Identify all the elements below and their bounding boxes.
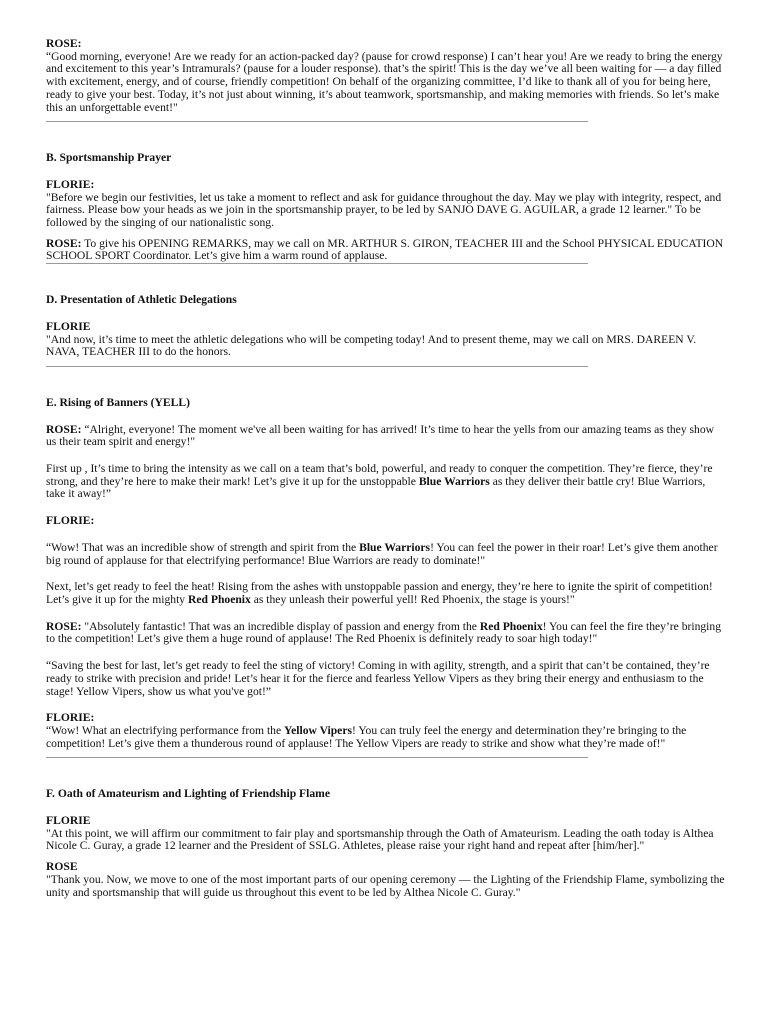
- script-paragraph: "Before we begin our festivities, let us take a moment to reflect and ask for guidance throughout the day. May we play with integrity, respect, and fairness. Please bow your heads as we join in the sportsmanship prayer, to be led by SANJO DAVE G. AGUILAR, a grade 12 learner." To be followed by the singing of our nationalistic song.: [46, 190, 722, 230]
- speaker-label: ROSE:: [46, 619, 82, 633]
- speaker-label: FLORIE: [46, 814, 91, 828]
- team-name: Red Phoenix: [188, 592, 251, 606]
- script-text: ! You can truly feel the energy and determination they’re bringing to the competition! Let’s give them a thunderous round of applause! The Yellow Vipers are ready to strike and show what they’re made of!": [46, 723, 687, 750]
- speaker-label: FLORIE: [46, 319, 91, 333]
- speaker-label: FLORIE:: [46, 177, 95, 191]
- script-paragraph: "At this point, we will affirm our commitment to fair play and sportsmanship through the Oath of Amateurism. Leading the oath today is Althea Nicole C. Guray, a grade 12 learner and the President of SSLG. Athletes, please raise your right hand and repeat after [him/her].": [46, 826, 714, 853]
- team-name: Blue Warriors: [418, 474, 490, 488]
- script-paragraph: [46, 463, 726, 501]
- speaker-label: FLORIE:: [46, 514, 95, 528]
- script-text: ! You can feel the fire they’re bringing to the competition! Let’s give them a huge round of applause! The Red Phoenix is definitely ready to soar high today!": [46, 619, 721, 646]
- script-paragraph: [46, 542, 726, 567]
- script-text: “Wow! That was an incredible show of strength and spirit from the: [46, 540, 360, 554]
- script-text: Next, let’s get ready to feel the heat! Rising from the ashes with unstoppable passion and energy, they’re here to ignite the spirit of competition! Let’s give it up for the mighty: [46, 580, 713, 606]
- speaker-label: ROSE:: [46, 37, 82, 50]
- script-text: as they deliver their battle cry! Blue Warriors, take it away!”: [46, 474, 706, 501]
- script-paragraph: “Saving the best for last, let’s get ready to feel the sting of victory! Coming in with agility, strength, and a spirit that can’t be contained, they’re ready to strike with precision and pride! Let’s hear it for the fierce and fearless Yellow Vipers as they bring their energy and enthusiasm to the stage! Yellow Vipers, show us what you've got!”: [46, 659, 710, 698]
- section-heading: F. Oath of Amateurism and Lighting of Friendship Flame: [46, 787, 330, 801]
- speaker-label: FLORIE:: [46, 711, 95, 725]
- section-heading: E. Rising of Banners (YELL): [46, 395, 190, 409]
- script-text: To give his OPENING REMARKS, may we call on MR. ARTHUR S. GIRON, TEACHER III and the School PHYSICAL EDUCATION SCHOOL SPORT Coordinator. Let’s give him a warm round of applause.: [46, 236, 724, 263]
- script-text: “Wow! What an electrifying performance from the: [46, 723, 285, 737]
- speaker-label: ROSE:: [46, 422, 82, 436]
- script-paragraph: [46, 581, 726, 606]
- script-paragraph: "And now, it’s time to meet the athletic delegations who will be competing today! And to present theme, may we call on MRS. DAREEN V. NAVA, TEACHER III to do the honors.: [46, 332, 697, 359]
- script-paragraph: [46, 424, 726, 449]
- document-page: [46, 38, 726, 899]
- script-text: "Absolutely fantastic! That was an incredible display of passion and energy from the: [81, 619, 480, 633]
- script-paragraph: [46, 238, 726, 263]
- script-text: ! You can feel the power in their roar! Let’s give them another big round of applause for that electrifying performance! Blue Warriors are ready to dominate!": [46, 540, 718, 567]
- team-name: Red Phoenix: [479, 619, 543, 633]
- script-paragraph: [46, 621, 726, 646]
- team-name: Blue Warriors: [359, 540, 431, 554]
- script-paragraph: "Thank you. Now, we move to one of the most important parts of our opening ceremony — the Lighting of the Friendship Flame, symbolizing the unity and sportsmanship that will guide us throughout this event to be led by Althea Nicole C. Guray.": [46, 872, 725, 899]
- script-text: First up , It’s time to bring the intensity as we call on a team that’s bold, powerful, and ready to conquer the competition. They’re fierce, they’re strong, and they’re here to make their mark! Let’s give it up for the unstoppable: [46, 462, 713, 488]
- section-heading: D. Presentation of Athletic Delegations: [46, 293, 237, 307]
- script-text: “Alright, everyone! The moment we've all been waiting for has arrived! It’s time to hear the yells from our amazing teams as they show us their team spirit and energy!": [46, 422, 715, 449]
- script-text: as they unleash their powerful yell! Red Phoenix, the stage is yours!": [250, 592, 575, 606]
- speaker-label: ROSE: [46, 860, 78, 874]
- team-name: Yellow Vipers: [284, 723, 352, 737]
- script-paragraph: [46, 725, 726, 750]
- script-paragraph: “Good morning, everyone! Are we ready for an action-packed day? (pause for crowd response) I can’t hear you! Are we ready to bring the energy and excitement to this year’s Intramurals? (pause for a louder response). that’s the spirit! This is the day we’ve all been waiting for — a day filled with excitement, energy, and of course, friendly competition! On behalf of the organizing committee, I’d like to thank all of you for being here, ready to give your best. Today, it’s not just about winning, it’s about teamwork, sportsmanship, and making memories with friends. So let’s make this an unforgettable event!": [46, 49, 723, 114]
- speaker-label: ROSE:: [46, 236, 82, 250]
- section-heading: B. Sportsmanship Prayer: [46, 151, 172, 165]
